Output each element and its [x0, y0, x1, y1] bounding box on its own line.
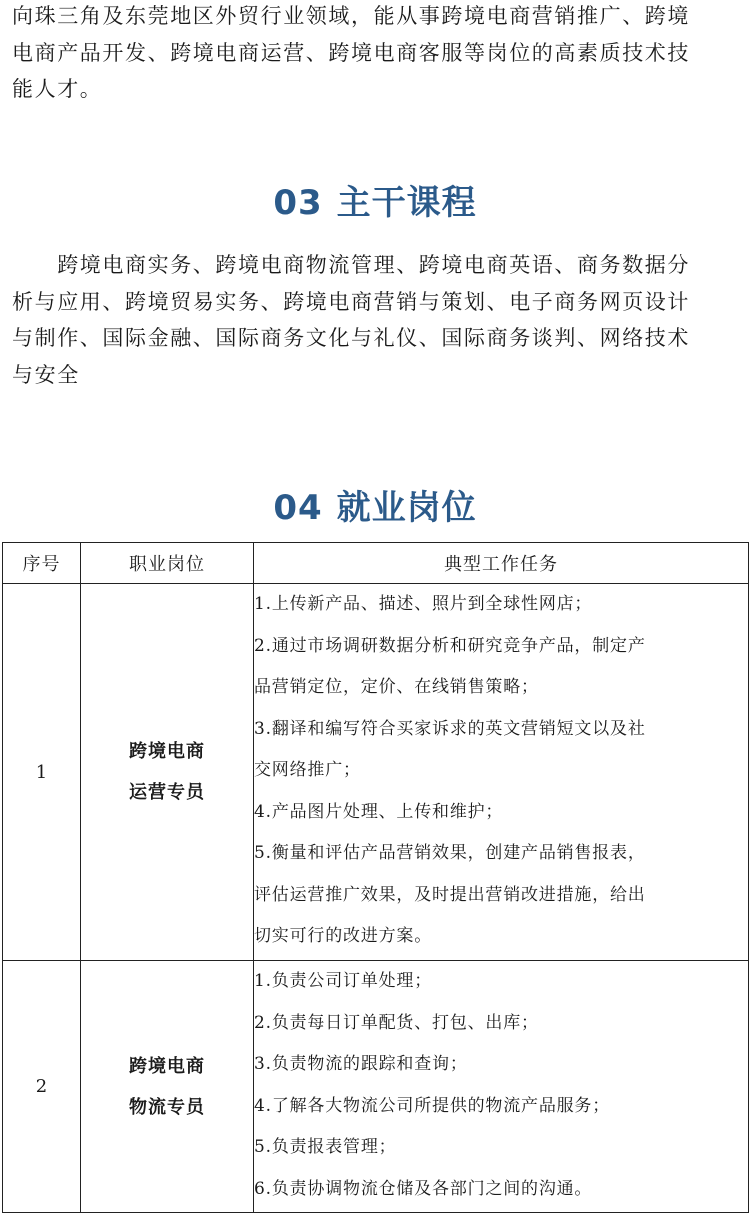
- row-index: 2: [3, 961, 81, 1213]
- courses-paragraph: [12, 247, 746, 393]
- intro-line: 能人才。: [12, 77, 103, 101]
- section-number: 03: [273, 183, 323, 223]
- intro-paragraph: [12, 0, 746, 108]
- section-number: 04: [273, 488, 323, 528]
- header-index: 序号: [3, 543, 81, 584]
- section-heading-jobs: [0, 480, 750, 529]
- role-line: 物流专员: [129, 1096, 205, 1118]
- task-line: 品营销定位，定价、在线销售策略；: [254, 677, 539, 697]
- courses-line: 与制作、国际金融、国际商务文化与礼仪、国际商务谈判、网络技术: [12, 326, 690, 350]
- header-tasks: 典型工作任务: [254, 543, 749, 584]
- jobs-table: [2, 542, 749, 1213]
- task-line: 2.负责每日订单配货、打包、出库；: [254, 1012, 539, 1033]
- task-line: 3.负责物流的跟踪和查询；: [254, 1054, 468, 1074]
- task-line: 6.负责协调物流仓储及各部门之间的沟通。: [254, 1178, 593, 1199]
- role-line: 运营专员: [129, 782, 205, 803]
- task-line: 切实可行的改进方案。: [254, 926, 432, 946]
- table-header-row: [3, 543, 749, 584]
- courses-line: 跨境电商实务、跨境电商物流管理、跨境电商英语、商务数据分: [12, 253, 690, 277]
- row-tasks: [254, 961, 749, 1213]
- section-title: 就业岗位: [336, 488, 477, 528]
- task-line: 1.负责公司订单处理；: [254, 971, 433, 991]
- task-line: 评估运营推广效果，及时提出营销改进措施，给出: [254, 884, 646, 905]
- header-role: 职业岗位: [81, 543, 254, 584]
- task-line: 4.了解各大物流公司所提供的物流产品服务；: [254, 1095, 611, 1116]
- row-role: [81, 584, 254, 961]
- task-line: 5.衡量和评估产品营销效果，创建产品销售报表，: [254, 843, 646, 863]
- intro-line: 向珠三角及东莞地区外贸行业领域，能从事跨境电商营销推广、跨境: [12, 4, 690, 28]
- row-index: 1: [3, 584, 81, 961]
- task-line: 交网络推广；: [254, 760, 361, 780]
- courses-line: 与安全: [12, 362, 80, 387]
- task-line: 4.产品图片处理、上传和维护；: [254, 801, 504, 822]
- intro-line: 电商产品开发、跨境电商运营、跨境电商客服等岗位的高素质技术技: [12, 40, 690, 65]
- role-line: 跨境电商: [129, 741, 205, 762]
- role-line: 跨境电商: [129, 1055, 205, 1077]
- task-line: 1.上传新产品、描述、照片到全球性网店；: [254, 594, 593, 614]
- task-line: 2.通过市场调研数据分析和研究竞争产品，制定产: [254, 635, 646, 656]
- task-line: 3.翻译和编写符合买家诉求的英文营销短文以及社: [254, 718, 646, 739]
- task-line: 5.负责报表管理；: [254, 1137, 397, 1157]
- section-heading-courses: [0, 175, 750, 224]
- section-title: 主干课程: [336, 183, 477, 223]
- row-role: [81, 961, 254, 1213]
- courses-line: 析与应用、跨境贸易实务、跨境电商营销与策划、电子商务网页设计: [12, 289, 690, 314]
- row-tasks: [254, 584, 749, 961]
- table-row: [3, 584, 749, 961]
- table-row: [3, 961, 749, 1213]
